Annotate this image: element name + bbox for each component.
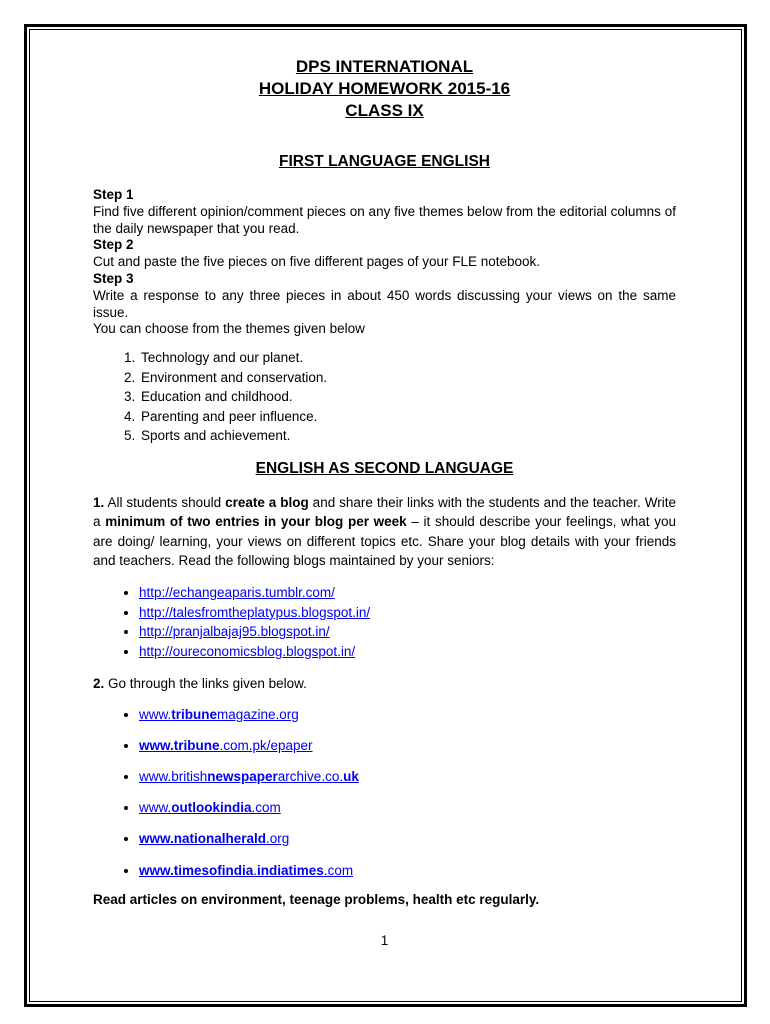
text-run: and share their links with the students and the teacher. Write a — [93, 494, 676, 530]
list-item — [139, 699, 676, 730]
link-part-bold: uk — [343, 769, 359, 785]
list-item — [139, 761, 676, 792]
list-item — [139, 642, 676, 662]
list-item — [139, 855, 676, 886]
list-item: 1. Technology and our planet. — [139, 348, 676, 368]
website-link[interactable] — [139, 831, 289, 846]
list-item: 4. Parenting and peer influence. — [139, 407, 676, 427]
text-run: Go through the links given below. — [104, 676, 307, 692]
list-item — [139, 622, 676, 642]
blog-link[interactable]: http://oureconomicsblog.blogspot.in/ — [139, 643, 356, 659]
text-run: All students should — [104, 494, 226, 510]
link-part: www. — [139, 706, 172, 722]
link-part-bold: outlookindia — [171, 800, 252, 816]
blog-instructions — [93, 493, 676, 571]
document-body — [93, 56, 676, 909]
step1-label: Step 1 — [93, 187, 134, 202]
link-part-bold: newspaper — [207, 769, 278, 785]
blog-link[interactable]: http://talesfromtheplatypus.blogspot.in/ — [139, 604, 371, 620]
fle-section-title: FIRST LANGUAGE ENGLISH — [279, 153, 490, 170]
website-link[interactable] — [139, 738, 313, 753]
list-item — [139, 583, 676, 603]
website-links-list — [93, 699, 676, 886]
link-part: www.british — [139, 769, 208, 785]
website-link[interactable] — [139, 707, 299, 722]
link-part-bold: tribune — [171, 706, 218, 722]
link-part: .com.pk/epaper — [219, 737, 313, 753]
blog-link[interactable]: http://echangeaparis.tumblr.com/ — [139, 585, 335, 601]
step2-label: Step 2 — [93, 237, 134, 253]
link-part-bold: www.tribune — [139, 737, 220, 753]
list-item — [139, 603, 676, 623]
link-part: .com — [251, 800, 281, 816]
list-item: 3. Education and childhood. — [139, 387, 676, 407]
emphasis-text: create a blog — [225, 494, 309, 510]
item-number: 2. — [93, 676, 105, 692]
class-title: CLASS IX — [345, 101, 424, 120]
link-part-bold: www.nationalherald — [139, 831, 267, 847]
link-part: .org — [266, 831, 290, 847]
blog-link[interactable]: http://pranjalbajaj95.blogspot.in/ — [139, 624, 330, 640]
website-link[interactable] — [139, 800, 281, 815]
homework-title: HOLIDAY HOMEWORK 2015-16 — [258, 79, 511, 98]
step3-label: Step 3 — [93, 270, 134, 286]
step2-text: Cut and paste the five pieces on five different pages of your FLE notebook. — [93, 254, 541, 270]
link-part-bold: indiatimes — [257, 862, 324, 878]
item-number: 1. — [93, 494, 105, 510]
esl-section-title: ENGLISH AS SECOND LANGUAGE — [255, 459, 514, 477]
website-link[interactable] — [139, 863, 353, 878]
blog-links-list — [93, 583, 676, 661]
list-item — [139, 823, 676, 854]
emphasis-text: minimum of two entries in your blog per week — [105, 514, 407, 530]
list-item: 2. Environment and conservation. — [139, 368, 676, 388]
step1-text: Find five different opinion/comment pieces on any five themes below from the editorial columns of the daily newspaper that you read. — [93, 203, 676, 236]
link-part-bold: www.timesofindia — [139, 862, 254, 878]
link-part: . — [253, 862, 258, 878]
page-number: 1 — [380, 933, 389, 948]
links-intro — [93, 674, 676, 694]
closing-instruction: Read articles on environment, teenage problems, health etc regularly. — [93, 891, 540, 907]
themes-list — [93, 348, 676, 446]
step3-text: Write a response to any three pieces in about 450 words discussing your views on the same issue. — [93, 287, 676, 320]
list-item — [139, 730, 676, 761]
themes-intro: You can choose from the themes given below — [93, 321, 365, 337]
link-part: archive.co. — [277, 769, 344, 785]
list-item — [139, 792, 676, 823]
list-item: 5. Sports and achievement. — [139, 426, 676, 446]
link-part: magazine.org — [217, 706, 299, 722]
text-run: – it should describe your feelings, what you are doing/ learning, your views on different topics etc. Share your blog details with your friends and teachers. Read the following blogs maintained by your seniors: — [93, 514, 676, 569]
school-name: DPS INTERNATIONAL — [295, 57, 474, 76]
link-part: .com — [323, 862, 354, 878]
link-part: www. — [139, 800, 172, 816]
website-link[interactable] — [139, 769, 359, 784]
